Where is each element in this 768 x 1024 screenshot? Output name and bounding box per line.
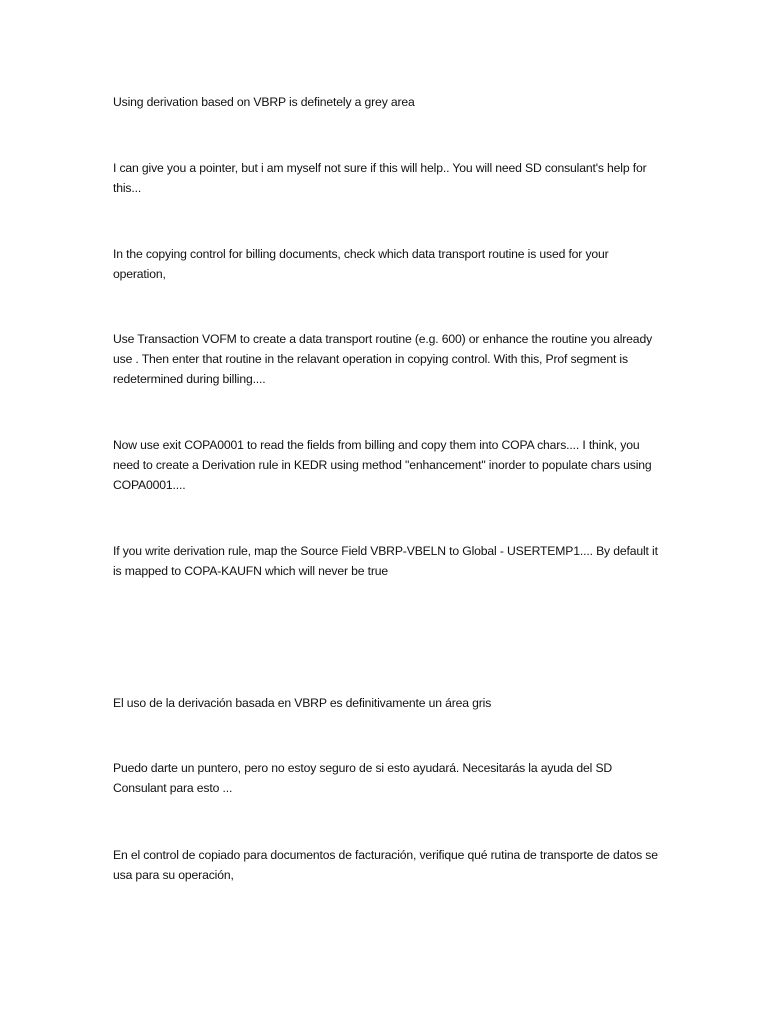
paragraph-6: If you write derivation rule, map the Source Field VBRP-VBELN to Global - USERTEMP1.... By default it is mapped to COPA-KAUFN which will never be true <box>113 544 658 578</box>
paragraph-8: Puedo darte un puntero, pero no estoy seguro de si esto ayudará. Necesitarás la ayuda del SD Consulant para esto ... <box>113 761 613 795</box>
paragraph-5: Now use exit COPA0001 to read the fields from billing and copy them into COPA chars.... I think, you need to create a Derivation rule in KEDR using method "enhancement" inorder to populate chars using COPA0001.... <box>113 438 652 492</box>
paragraph-4: Use Transaction VOFM to create a data transport routine (e.g. 600) or enhance the routine you already use . Then enter that routine in the relavant operation in copying control. With this, Prof segment is redetermined during billing.... <box>113 332 653 386</box>
paragraph-1: Using derivation based on VBRP is definetely a grey area <box>113 95 415 109</box>
paragraph-9: En el control de copiado para documentos de facturación, verifique qué rutina de transporte de datos se usa para su operación, <box>113 848 658 882</box>
paragraph-3: In the copying control for billing documents, check which data transport routine is used for your operation, <box>113 247 609 281</box>
paragraph-7: El uso de la derivación basada en VBRP es definitivamente un área gris <box>113 696 492 710</box>
paragraph-2: I can give you a pointer, but i am myself not sure if this will help.. You will need SD consulant's help for this... <box>113 161 647 195</box>
